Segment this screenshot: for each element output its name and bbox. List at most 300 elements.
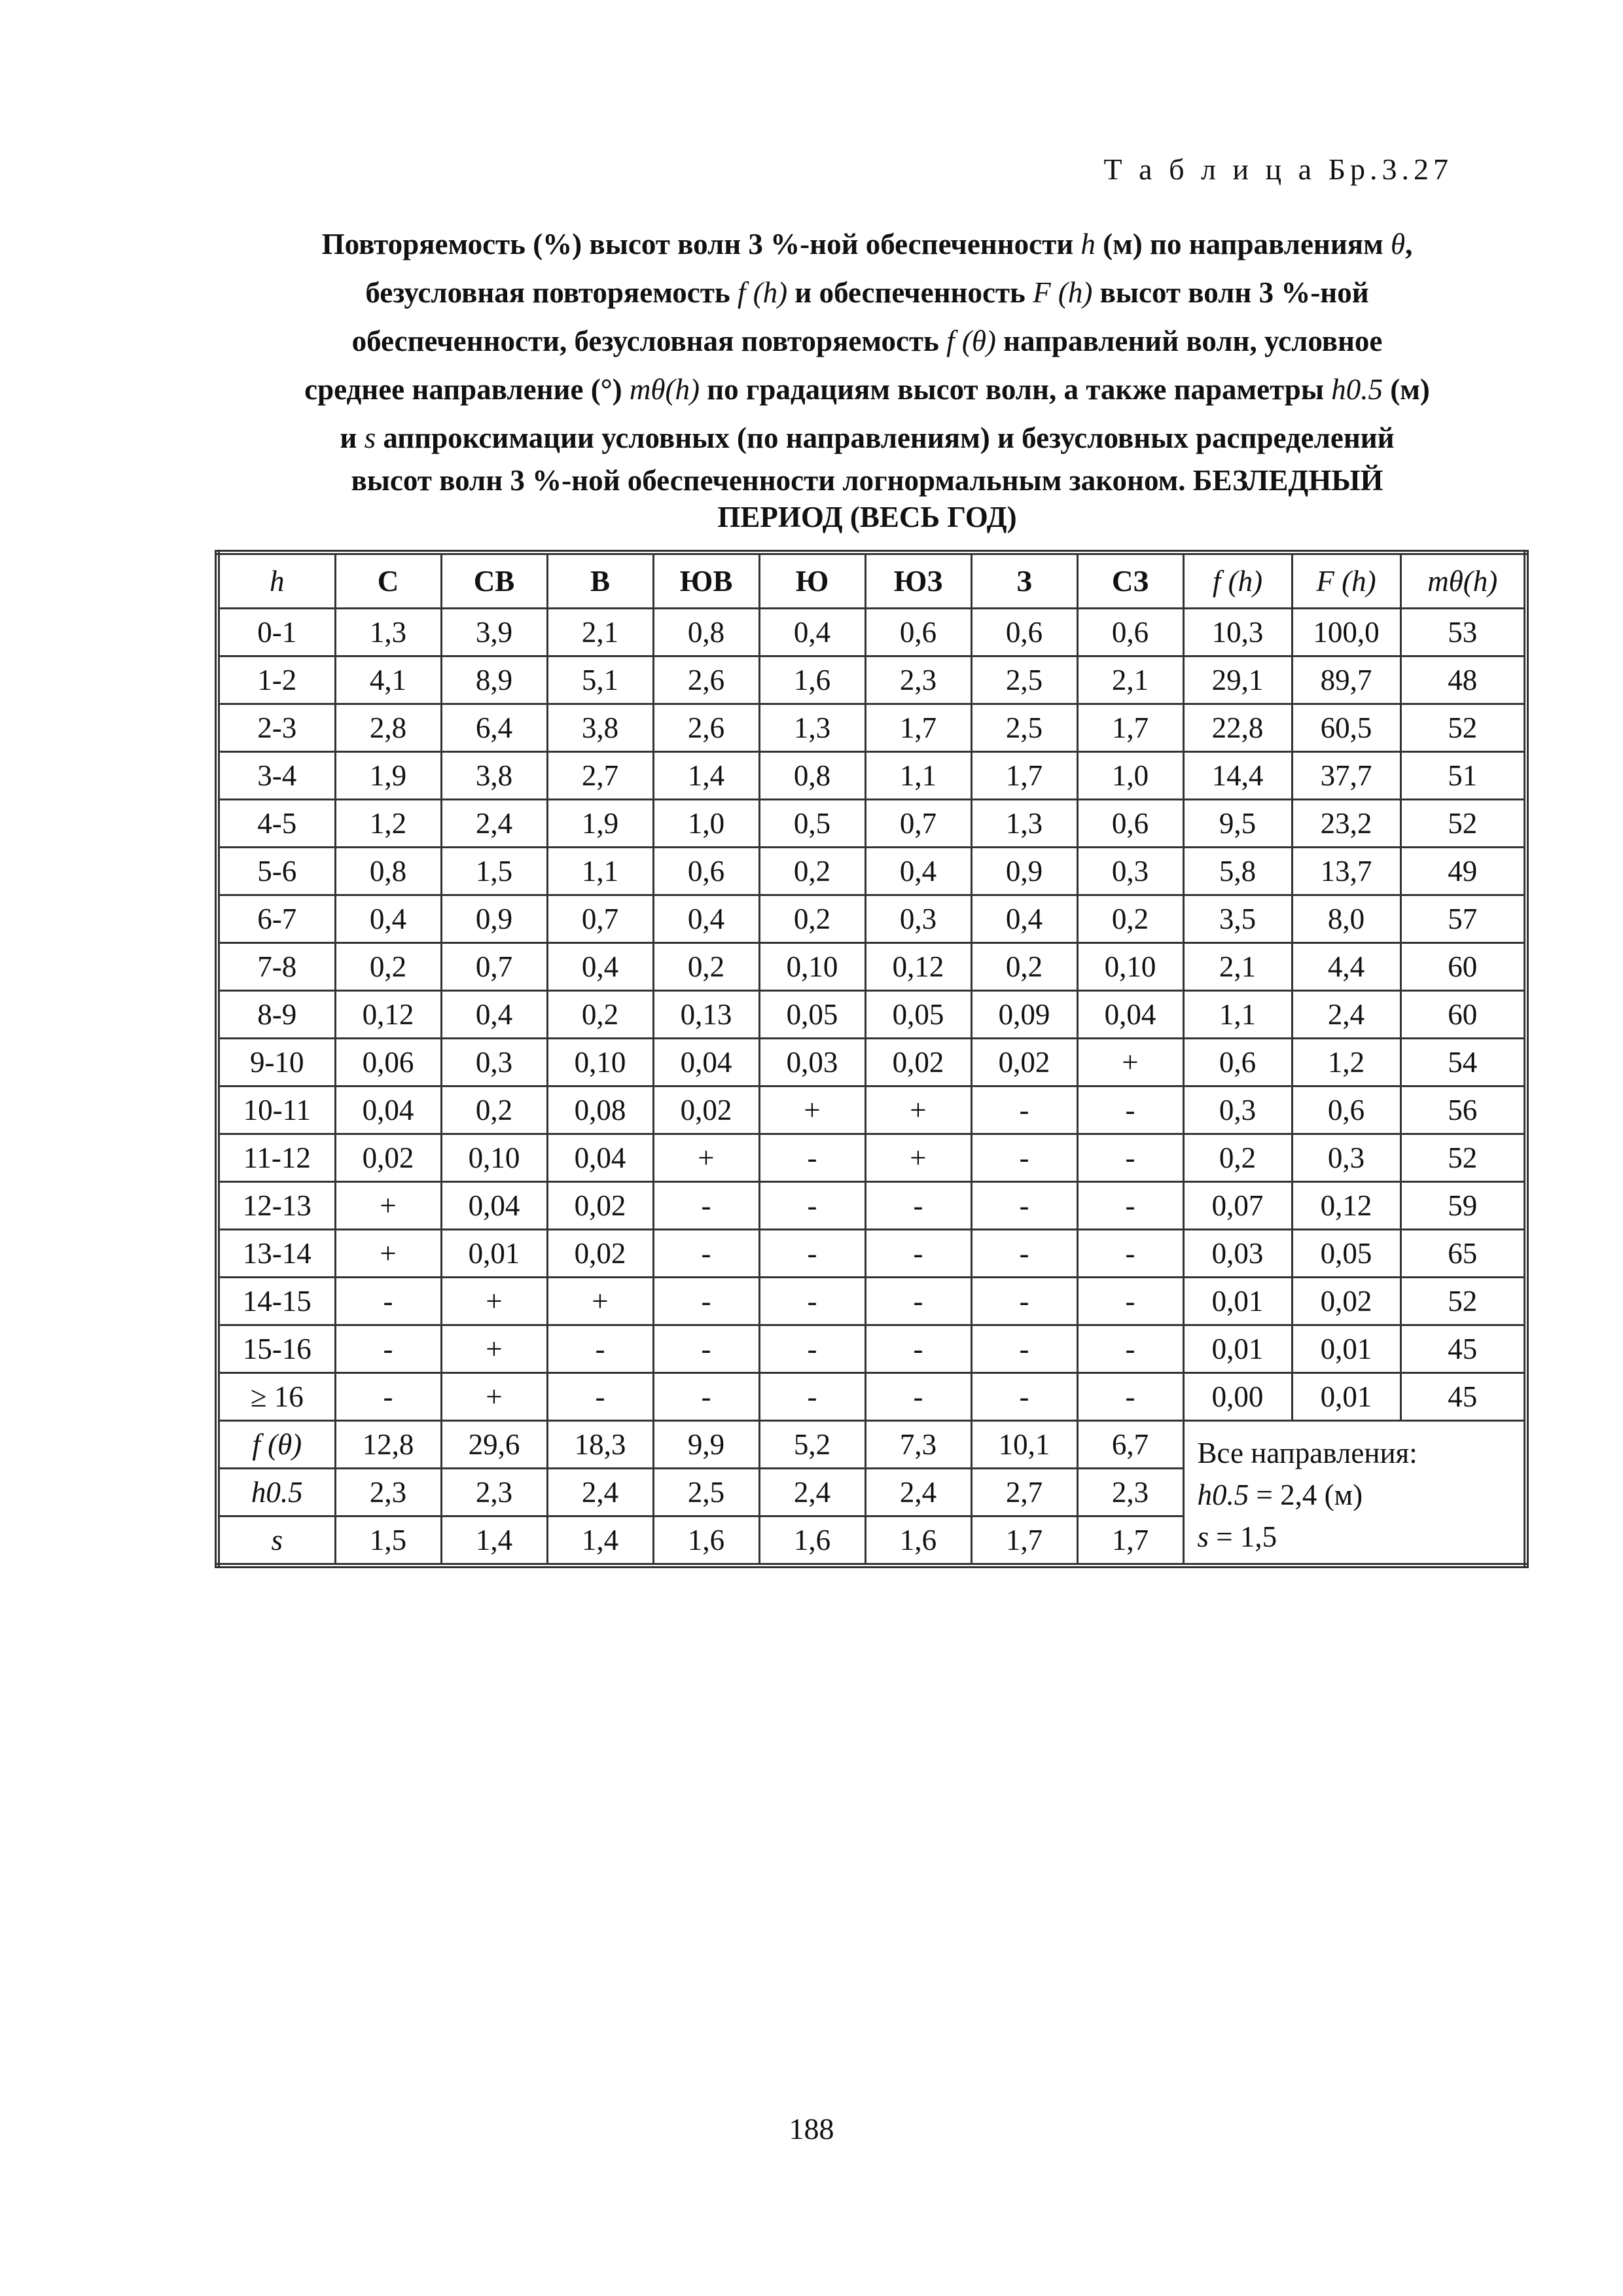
caption-math: f (h) [737, 276, 788, 309]
table-cell: 22,8 [1183, 704, 1292, 752]
table-cell: 4,1 [335, 656, 441, 704]
table-cell: 0,3 [1077, 848, 1183, 895]
table-cell: 12,8 [335, 1421, 441, 1469]
table-cell: - [1077, 1134, 1183, 1182]
table-cell: 0,04 [547, 1134, 653, 1182]
table-cell: 1,9 [547, 800, 653, 848]
table-cell: 56 [1400, 1086, 1526, 1134]
table-cell: 60 [1400, 943, 1526, 991]
table-cell: 0,6 [971, 609, 1077, 656]
table-cell: 0,2 [653, 943, 759, 991]
table-cell: 57 [1400, 895, 1526, 943]
caption-line: высот волн 3 %-ной обеспеченности логнормальным законом. БЕЗЛЕДНЫЙ [351, 464, 1383, 497]
wave-height-table [215, 550, 1529, 1568]
summary-h05 [1198, 1474, 1524, 1516]
table-cell: 7,3 [865, 1421, 971, 1469]
summary-h05-name: h0.5 [1197, 1479, 1249, 1511]
table-cell: + [335, 1182, 441, 1230]
table-cell: 2,5 [653, 1469, 759, 1516]
table-cell: + [653, 1134, 759, 1182]
summary-s [1198, 1516, 1524, 1558]
table-cell: 0,02 [653, 1086, 759, 1134]
table-cell: + [865, 1134, 971, 1182]
table-cell: 2,3 [335, 1469, 441, 1516]
header-direction: Ю [759, 552, 865, 609]
table-cell: 1,7 [1077, 704, 1183, 752]
table-cell: 1,7 [971, 1516, 1077, 1566]
caption-math: F (h) [1033, 276, 1093, 309]
table-cell: 1,2 [1292, 1039, 1400, 1086]
table-cell: 54 [1400, 1039, 1526, 1086]
table-cell: + [441, 1373, 547, 1421]
row-label: 5-6 [217, 848, 335, 895]
table-cell: - [1077, 1230, 1183, 1278]
table-cell: 1,6 [865, 1516, 971, 1566]
table-cell: 0,8 [335, 848, 441, 895]
header-direction: СЗ [1077, 552, 1183, 609]
table-cell: 0,2 [335, 943, 441, 991]
table-cell: - [971, 1325, 1077, 1373]
table-cell: 1,3 [335, 609, 441, 656]
table-cell: 3,5 [1183, 895, 1292, 943]
table-cell: + [441, 1325, 547, 1373]
table-cell: 13,7 [1292, 848, 1400, 895]
footer-label: s [217, 1516, 335, 1566]
table-cell: - [865, 1373, 971, 1421]
table-cell: - [865, 1278, 971, 1325]
caption-text: обеспеченности, безусловная повторяемость [351, 325, 939, 357]
table-cell: 2,3 [441, 1469, 547, 1516]
table-label: Т а б л и ц а Бр.3.27 [1103, 152, 1453, 186]
table-cell: 8,0 [1292, 895, 1400, 943]
table-cell: 1,0 [653, 800, 759, 848]
header-direction: ЮВ [653, 552, 759, 609]
table-cell: 0,4 [547, 943, 653, 991]
table-cell: 1,4 [653, 752, 759, 800]
row-label: ≥ 16 [217, 1373, 335, 1421]
table-cell: 0,04 [1077, 991, 1183, 1039]
table-cell: 0,02 [865, 1039, 971, 1086]
table-row [217, 1086, 1526, 1134]
table-cell: 0,04 [335, 1086, 441, 1134]
table-cell: 0,3 [1183, 1086, 1292, 1134]
table-cell: - [653, 1278, 759, 1325]
table-cell: 1,0 [1077, 752, 1183, 800]
table-cell: - [759, 1325, 865, 1373]
footer-row [217, 1421, 1526, 1469]
table-cell: - [865, 1325, 971, 1373]
table-cell: 52 [1400, 704, 1526, 752]
table-cell: 3,8 [441, 752, 547, 800]
table-cell: 0,05 [1292, 1230, 1400, 1278]
table-cell: 1,7 [971, 752, 1077, 800]
table-cell: + [759, 1086, 865, 1134]
table-cell: - [653, 1230, 759, 1278]
table-cell: 0,02 [547, 1230, 653, 1278]
row-label: 1-2 [217, 656, 335, 704]
summary-s-value: = 1,5 [1216, 1520, 1277, 1553]
table-cell: 0,02 [547, 1182, 653, 1230]
table-cell: 1,7 [1077, 1516, 1183, 1566]
table-row [217, 704, 1526, 752]
caption-text: и обеспеченность [794, 276, 1026, 309]
table-cell: 2,3 [1077, 1469, 1183, 1516]
table-cell: 1,6 [759, 1516, 865, 1566]
table-cell: 0,10 [547, 1039, 653, 1086]
table-cell: - [759, 1134, 865, 1182]
table-cell: + [441, 1278, 547, 1325]
caption-text: по градациям высот волн, а также параметры [707, 373, 1324, 406]
caption-text: (м) по направлениям [1103, 228, 1383, 260]
table-cell: 2,4 [441, 800, 547, 848]
table-cell: 0,01 [1292, 1325, 1400, 1373]
table-row [217, 1230, 1526, 1278]
row-label: 15-16 [217, 1325, 335, 1373]
table-row [217, 991, 1526, 1039]
table-row [217, 656, 1526, 704]
table-row [217, 1134, 1526, 1182]
table-cell: 2,4 [759, 1469, 865, 1516]
table-cell: 0,7 [865, 800, 971, 848]
caption-math: θ [1391, 228, 1406, 260]
table-cell: 5,8 [1183, 848, 1292, 895]
table-cell: 6,7 [1077, 1421, 1183, 1469]
summary-h05-unit: (м) [1324, 1479, 1363, 1511]
table-cell: 0,7 [547, 895, 653, 943]
table-cell: - [971, 1373, 1077, 1421]
table-cell: 0,12 [1292, 1182, 1400, 1230]
table-cell: 2,4 [1292, 991, 1400, 1039]
table-cell: 0,04 [441, 1182, 547, 1230]
table-row [217, 752, 1526, 800]
table-row [217, 1325, 1526, 1373]
row-label: 14-15 [217, 1278, 335, 1325]
table-cell: 0,03 [759, 1039, 865, 1086]
table-cell: - [653, 1182, 759, 1230]
row-label: 7-8 [217, 943, 335, 991]
table-cell: 0,12 [865, 943, 971, 991]
table-cell: 0,9 [441, 895, 547, 943]
row-label: 8-9 [217, 991, 335, 1039]
table-cell: 0,10 [759, 943, 865, 991]
table-cell: 0,6 [653, 848, 759, 895]
caption-line [216, 414, 1518, 462]
table-cell: - [335, 1325, 441, 1373]
row-label: 10-11 [217, 1086, 335, 1134]
header-fh: f (h) [1183, 552, 1292, 609]
table-cell: 1,6 [653, 1516, 759, 1566]
table-row [217, 800, 1526, 848]
caption-math: h [1080, 228, 1096, 260]
table-cell: 0,12 [335, 991, 441, 1039]
table-cell: - [865, 1182, 971, 1230]
table-cell: + [865, 1086, 971, 1134]
caption-text: среднее направление (°) [304, 373, 622, 406]
table-cell: 0,7 [441, 943, 547, 991]
table-cell: 59 [1400, 1182, 1526, 1230]
table-cell: 29,6 [441, 1421, 547, 1469]
caption-text: безусловная повторяемость [365, 276, 730, 309]
table-cell: 89,7 [1292, 656, 1400, 704]
table-cell: 2,5 [971, 704, 1077, 752]
table-cell: - [971, 1230, 1077, 1278]
caption-text: Повторяемость (%) высот волн 3 %-ной обеспеченности [321, 228, 1074, 260]
footer-label: h0.5 [217, 1469, 335, 1516]
caption-text: направлений волн, условное [1003, 325, 1383, 357]
table-cell: 2,6 [653, 656, 759, 704]
table-cell: 53 [1400, 609, 1526, 656]
table-cell: 1,5 [335, 1516, 441, 1566]
table-cell: 0,4 [441, 991, 547, 1039]
table-row [217, 1182, 1526, 1230]
table-row [217, 609, 1526, 656]
caption-text: (м) [1390, 373, 1430, 406]
table-cell: 29,1 [1183, 656, 1292, 704]
table-cell: 1,3 [971, 800, 1077, 848]
header-direction: С [335, 552, 441, 609]
table-cell: 23,2 [1292, 800, 1400, 848]
table-cell: 0,01 [1183, 1278, 1292, 1325]
row-label: 4-5 [217, 800, 335, 848]
caption-text: аппроксимации условных (по направлениям) и безусловных распределений [383, 422, 1395, 454]
table-cell: 1,5 [441, 848, 547, 895]
caption-math: s [364, 422, 376, 454]
table-cell: 0,2 [971, 943, 1077, 991]
table-row [217, 1373, 1526, 1421]
table-cell: 0,5 [759, 800, 865, 848]
table-cell: 0,08 [547, 1086, 653, 1134]
table-cell: 0,05 [865, 991, 971, 1039]
caption-line [216, 365, 1518, 414]
table-cell: - [653, 1373, 759, 1421]
table-cell: 0,05 [759, 991, 865, 1039]
table-cell: - [759, 1230, 865, 1278]
table-cell: 0,9 [971, 848, 1077, 895]
header-direction: ЮЗ [865, 552, 971, 609]
table-cell: 2,1 [547, 609, 653, 656]
row-label: 6-7 [217, 895, 335, 943]
table-cell: 0,04 [653, 1039, 759, 1086]
table-cell: 9,9 [653, 1421, 759, 1469]
table-cell: 0,2 [1077, 895, 1183, 943]
header-direction: З [971, 552, 1077, 609]
table-cell: 0,8 [653, 609, 759, 656]
table-cell: 1,3 [759, 704, 865, 752]
table-cell: 0,3 [865, 895, 971, 943]
caption-line [216, 268, 1518, 317]
table-cell: 5,2 [759, 1421, 865, 1469]
table-cell: 0,13 [653, 991, 759, 1039]
table-cell: - [1077, 1278, 1183, 1325]
row-label: 9-10 [217, 1039, 335, 1086]
row-label: 13-14 [217, 1230, 335, 1278]
caption-math: f (θ) [946, 325, 996, 357]
table-cell: 10,3 [1183, 609, 1292, 656]
row-label: 0-1 [217, 609, 335, 656]
caption-math: h0.5 [1331, 373, 1383, 406]
caption-line [216, 317, 1518, 365]
table-cell: - [865, 1230, 971, 1278]
table-cell: 1,1 [547, 848, 653, 895]
table-caption [216, 220, 1518, 535]
table-cell: - [971, 1134, 1077, 1182]
table-cell: - [547, 1373, 653, 1421]
table-cell: 0,4 [865, 848, 971, 895]
table-cell: 60 [1400, 991, 1526, 1039]
table-cell: 0,10 [441, 1134, 547, 1182]
table-cell: - [335, 1278, 441, 1325]
table-cell: 1,4 [441, 1516, 547, 1566]
table-cell: 0,2 [759, 895, 865, 943]
table-cell: 1,2 [335, 800, 441, 848]
table-cell: + [1077, 1039, 1183, 1086]
table-cell: 0,2 [547, 991, 653, 1039]
table-cell: 0,03 [1183, 1230, 1292, 1278]
table-cell: 45 [1400, 1325, 1526, 1373]
table-cell: + [335, 1230, 441, 1278]
table-cell: 2,8 [335, 704, 441, 752]
table-row [217, 1039, 1526, 1086]
table-cell: 0,4 [335, 895, 441, 943]
caption-math: mθ(h) [629, 373, 700, 406]
summary-h05-value: = 2,4 [1256, 1479, 1317, 1511]
table-cell: 0,4 [759, 609, 865, 656]
table-cell: 2,3 [865, 656, 971, 704]
caption-text: и [340, 422, 357, 454]
table-cell: 1,9 [335, 752, 441, 800]
header-Fh: F (h) [1292, 552, 1400, 609]
table-cell: 65 [1400, 1230, 1526, 1278]
table-row [217, 1278, 1526, 1325]
header-mean-direction: mθ(h) [1400, 552, 1526, 609]
table-cell: - [971, 1278, 1077, 1325]
header-h: h [217, 552, 335, 609]
table-cell: 0,2 [759, 848, 865, 895]
summary-title: Все направления: [1197, 1437, 1418, 1469]
table-cell: 0,02 [1292, 1278, 1400, 1325]
row-label: 11-12 [217, 1134, 335, 1182]
table-cell: 0,3 [1292, 1134, 1400, 1182]
header-direction: СВ [441, 552, 547, 609]
table-cell: 6,4 [441, 704, 547, 752]
table-cell: - [335, 1373, 441, 1421]
table-cell: - [759, 1182, 865, 1230]
table-cell: 1,4 [547, 1516, 653, 1566]
table-cell: 0,00 [1183, 1373, 1292, 1421]
table-cell: 0,6 [1077, 800, 1183, 848]
caption-line: ПЕРИОД (ВЕСЬ ГОД) [717, 501, 1017, 533]
table-cell: 0,09 [971, 991, 1077, 1039]
table-cell: 9,5 [1183, 800, 1292, 848]
table-cell: 18,3 [547, 1421, 653, 1469]
table-cell: + [547, 1278, 653, 1325]
table-cell: 48 [1400, 656, 1526, 704]
table-cell: 4,4 [1292, 943, 1400, 991]
table-cell: 2,1 [1183, 943, 1292, 991]
table-cell: 1,1 [865, 752, 971, 800]
table-cell: 0,4 [971, 895, 1077, 943]
table-row [217, 943, 1526, 991]
table-cell: 52 [1400, 1134, 1526, 1182]
table-cell: 1,1 [1183, 991, 1292, 1039]
table-cell: 0,6 [1292, 1086, 1400, 1134]
table-cell: 0,6 [865, 609, 971, 656]
table-cell: 45 [1400, 1373, 1526, 1421]
table-cell: - [759, 1278, 865, 1325]
table-cell: - [1077, 1373, 1183, 1421]
footer-label: f (θ) [217, 1421, 335, 1469]
table-cell: 0,02 [335, 1134, 441, 1182]
table-cell: 0,01 [1183, 1325, 1292, 1373]
summary-s-name: s [1197, 1520, 1209, 1553]
table-row [217, 848, 1526, 895]
table-cell: - [547, 1325, 653, 1373]
table-cell: 0,06 [335, 1039, 441, 1086]
table-cell: - [1077, 1182, 1183, 1230]
caption-text: , [1405, 228, 1413, 260]
table-cell: 3,9 [441, 609, 547, 656]
table-cell: 0,8 [759, 752, 865, 800]
table-cell: - [653, 1325, 759, 1373]
row-label: 3-4 [217, 752, 335, 800]
row-label: 2-3 [217, 704, 335, 752]
table-cell: 8,9 [441, 656, 547, 704]
table-cell: 1,6 [759, 656, 865, 704]
table-cell: 2,1 [1077, 656, 1183, 704]
table-cell: 0,01 [441, 1230, 547, 1278]
table-cell: 2,5 [971, 656, 1077, 704]
table-cell: 51 [1400, 752, 1526, 800]
caption-line [216, 220, 1518, 268]
table-cell: 10,1 [971, 1421, 1077, 1469]
table-cell: 2,4 [547, 1469, 653, 1516]
table-cell: - [759, 1373, 865, 1421]
table-cell: 0,10 [1077, 943, 1183, 991]
table-cell: 3,8 [547, 704, 653, 752]
table-cell: 0,2 [441, 1086, 547, 1134]
header-direction: В [547, 552, 653, 609]
table-row [217, 895, 1526, 943]
table-cell: 0,2 [1183, 1134, 1292, 1182]
table-cell: 0,01 [1292, 1373, 1400, 1421]
table-cell: 14,4 [1183, 752, 1292, 800]
page-number: 188 [789, 2112, 834, 2145]
table-cell: 2,7 [971, 1469, 1077, 1516]
table-cell: 0,3 [441, 1039, 547, 1086]
table-cell: 2,4 [865, 1469, 971, 1516]
table-cell: - [971, 1182, 1077, 1230]
table-cell: - [971, 1086, 1077, 1134]
table-cell: 0,6 [1077, 609, 1183, 656]
table-cell: 52 [1400, 800, 1526, 848]
table-cell: - [1077, 1086, 1183, 1134]
table-cell: 0,07 [1183, 1182, 1292, 1230]
table-cell: 100,0 [1292, 609, 1400, 656]
table-cell: 2,7 [547, 752, 653, 800]
table-cell: 1,7 [865, 704, 971, 752]
table-header-row [217, 552, 1526, 609]
table-cell: 5,1 [547, 656, 653, 704]
table-cell: 2,6 [653, 704, 759, 752]
table-cell: 0,4 [653, 895, 759, 943]
all-directions-summary [1183, 1421, 1526, 1566]
table-cell: - [1077, 1325, 1183, 1373]
table-cell: 0,02 [971, 1039, 1077, 1086]
caption-text: высот волн 3 %-ной [1099, 276, 1369, 309]
table-cell: 60,5 [1292, 704, 1400, 752]
table-cell: 49 [1400, 848, 1526, 895]
row-label: 12-13 [217, 1182, 335, 1230]
